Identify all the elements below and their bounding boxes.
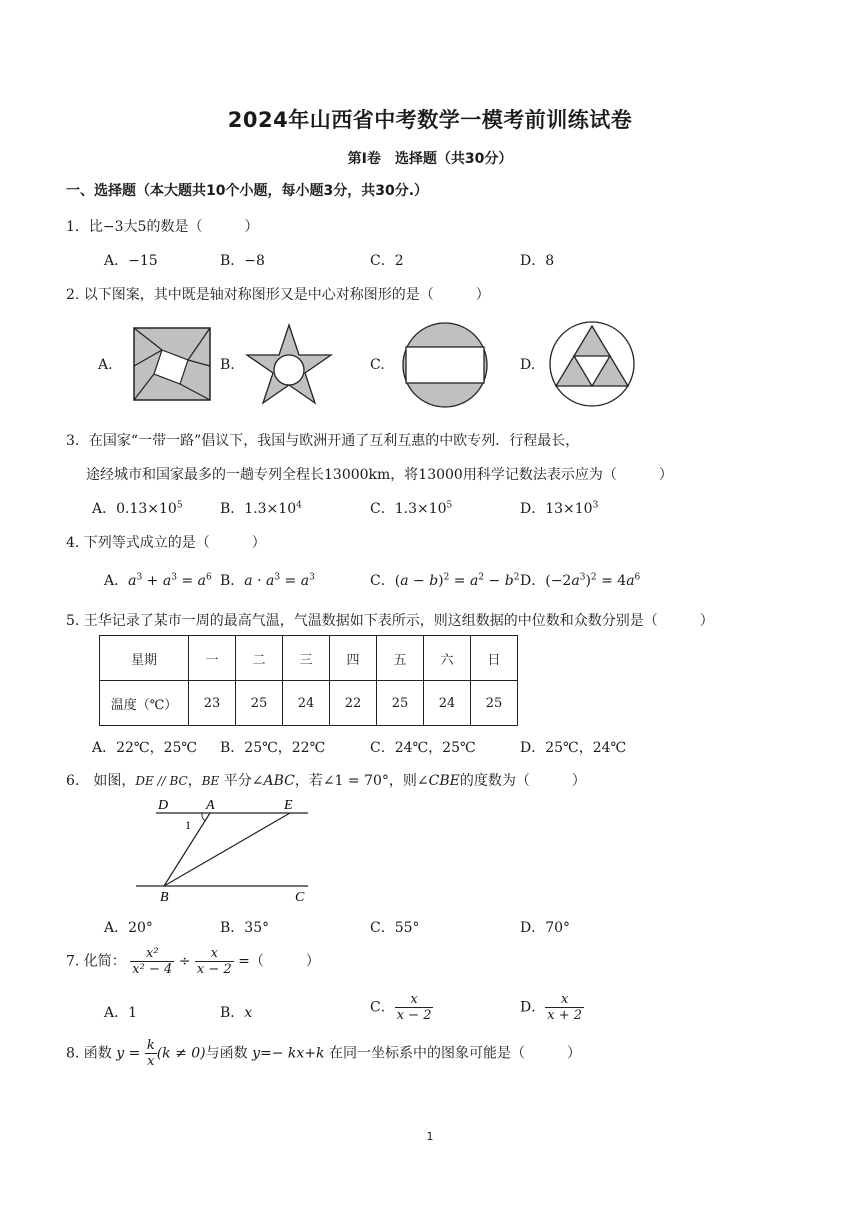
q2-option-d-label: D. [520,357,536,373]
q4-option-c: C．$(a - b)^2 = a^2 - b^2$ [370,572,520,589]
page-number: 1 [426,1130,434,1143]
star-circle-figure [244,322,334,406]
table-cell: 三 [283,636,330,681]
table-row [100,636,518,681]
q2-option-b-label: B. [220,357,235,373]
circle-rectangle-figure [400,322,490,408]
q3-option-c: C．$1.3\times 10^5$ [370,500,453,517]
section-heading: 第Ⅰ卷 选择题（共30分） [347,151,513,167]
q3-option-a: A．$0.13\times 10^5$ [92,500,183,517]
q1-option-c: C．2 [370,253,404,269]
q5-option-b: B．25℃，22℃ [220,740,326,756]
q4-option-a: A．$a^3 + a^3 = a^6$ [104,572,212,589]
parallel-lines-figure [130,794,320,906]
exam-title: 2024年山西省中考数学一模考前训练试卷 [227,108,633,132]
q6-option-c: C．55° [370,920,420,936]
fraction: $\frac{k}{x}$ [146,1038,155,1069]
q3-option-b: B．$1.3\times 10^4$ [220,500,302,517]
question-8-stem: 8. 函数 y = $\frac{k}{x}$ (k ≠ 0)与函数 y=− kx+k 在同一坐标系中的图象可能是（ ） [66,1038,581,1069]
point-c-label: C [295,890,305,905]
question-3-stem-line2: 途经城市和国家最多的一趟专列全程长13000km，将13000用科学记数法表示应为（ ） [86,467,673,483]
temperature-table [99,635,518,726]
q5-option-a: A．22℃，25℃ [92,740,198,756]
fraction: $\frac{\text{x²}}{\text{x² − 4}}$ [132,946,173,977]
q6-option-d: D．70° [520,920,571,936]
row-header-temperature: 温度（℃） [100,681,189,726]
q6-option-a: A．20° [104,920,153,936]
square-pinwheel-figure [132,326,212,402]
q7-option-c: C． $\frac{x}{x - 2}$ [370,992,432,1023]
table-cell: 一 [189,636,236,681]
table-cell: 25 [471,681,518,726]
q5-option-d: D．25℃，24℃ [520,740,627,756]
table-cell: 六 [424,636,471,681]
question-4-stem: 4. 下列等式成立的是（ ） [66,535,266,551]
circle-triforce-figure [548,321,636,407]
q7-option-d: D． $\frac{x}{x + 2}$ [520,992,582,1023]
question-6-stem: 6． 如图，DE // BC，BE 平分∠ABC，若∠1 = 70°，则∠CBE的度数为（ ） [66,773,586,789]
point-a-label: A [206,798,215,813]
point-b-label: B [160,890,169,905]
q2-option-a-label: A. [98,357,113,373]
question-7-stem: 7. 化简： $\frac{\text{x²}}{\text{x² − 4}}$ ÷ $\frac{x}{x - 2}$ =（ ） [66,946,320,977]
table-cell: 日 [471,636,518,681]
table-cell: 五 [377,636,424,681]
question-5-stem: 5. 王华记录了某市一周的最高气温，气温数据如下表所示，则这组数据的中位数和众数分别是（ ） [66,613,714,629]
q3-option-d: D．$13\times 10^3$ [520,500,599,517]
table-row [100,681,518,726]
table-cell: 25 [236,681,283,726]
q6-option-b: B．35° [220,920,270,936]
question-1-stem: 1．比−3大5的数是（ ） [66,219,259,235]
q1-option-b: B．−8 [220,253,265,269]
q4-option-d: D．$(-2a^3)^2 = 4a^6$ [520,572,641,589]
table-cell: 四 [330,636,377,681]
angle-1-label: 1 [185,818,191,832]
question-3-stem-line1: 3．在国家“一带一路”倡议下，我国与欧洲开通了互利互惠的中欧专列．行程最长， [66,433,580,449]
table-cell: 23 [189,681,236,726]
question-2-stem: 2. 以下图案，其中既是轴对称图形又是中心对称图形的是（ ） [66,287,490,303]
point-e-label: E [284,798,293,813]
q4-option-b: B．$a \cdot a^3 = a^3$ [220,572,315,589]
q5-option-c: C．24℃，25℃ [370,740,476,756]
table-cell: 24 [283,681,330,726]
q7-option-a: A．1 [104,1005,138,1021]
table-cell: 22 [330,681,377,726]
q2-option-c-label: C. [370,357,385,373]
q1-option-d: D．8 [520,253,555,269]
question-type-heading: 一、选择题（本大题共10个小题，每小题3分，共30分.） [66,183,429,199]
q1-option-a: A．−15 [104,253,158,269]
fraction: $\frac{x}{x - 2}$ [196,946,232,977]
point-d-label: D [158,798,169,813]
row-header-weekday: 星期 [100,636,189,681]
q7-option-b: B．x [220,1005,253,1021]
table-cell: 二 [236,636,283,681]
table-cell: 25 [377,681,424,726]
table-cell: 24 [424,681,471,726]
